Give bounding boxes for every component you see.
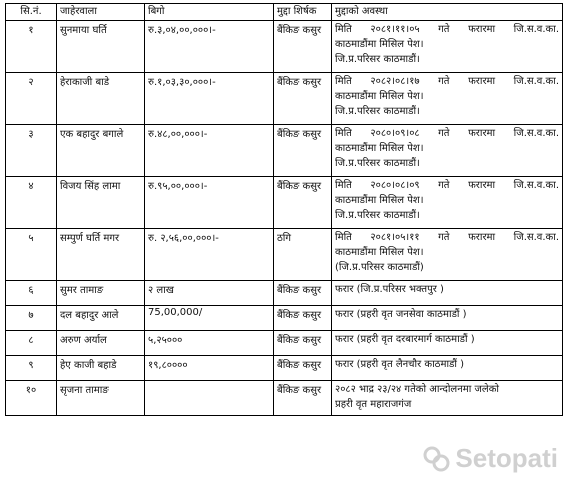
cell-complainant: एक बहादुर बगाले <box>57 125 145 177</box>
status-line: मिति २०८१।०५।११ गते फरारमा जि.स.व.का. <box>335 232 559 243</box>
cell-status <box>332 73 563 125</box>
table-row <box>6 356 563 381</box>
cell-complainant: सुमर तामाङ <box>57 281 145 306</box>
cell-sn: ९ <box>6 356 57 381</box>
cell-case-title: बैंकिङ कसुर <box>274 306 332 331</box>
cell-complainant: दल बहादुर आले <box>57 306 145 331</box>
status-line: फरार (प्रहरी वृत लैनचौर काठमाडौं ) <box>335 359 465 370</box>
cell-amount: रु.१,०३,३०,०००।- <box>145 73 274 125</box>
cell-amount: 75,00,000/ <box>145 306 274 331</box>
status-line: जि.प्र.परिसर काठमाडौं। <box>335 106 420 117</box>
cell-sn: १० <box>6 381 57 416</box>
watermark-text: Setopati <box>455 443 558 473</box>
status-line: काठमाडौंमा मिसिल पेश। <box>335 39 424 50</box>
cell-case-title: बैंकिङ कसुर <box>274 73 332 125</box>
setopati-watermark <box>421 443 558 474</box>
status-line: काठमाडौंमा मिसिल पेश। <box>335 91 424 102</box>
status-line: फरार (प्रहरी वृत दरबारमार्ग काठमाडौं ) <box>335 334 475 345</box>
header-status: मुद्दाको अवस्था <box>332 4 563 21</box>
status-line: जि.प्र.परिसर काठमाडौं। <box>335 54 420 65</box>
status-line: (जि.प्र.परिसर काठमाडौं) <box>335 262 424 273</box>
cell-amount: रु.९५,००,०००।- <box>145 177 274 229</box>
cell-status <box>332 177 563 229</box>
cell-status <box>332 125 563 177</box>
status-line: मिति २०८०।०८।०९ गते फरारमा जि.स.व.का. <box>335 180 559 191</box>
cell-sn: ८ <box>6 331 57 356</box>
header-case-title: मुद्दा शिर्षक <box>274 4 332 21</box>
cell-amount: १९,८०००० <box>145 356 274 381</box>
status-line: जि.प्र.परिसर काठमाडौं। <box>335 210 420 221</box>
case-table <box>5 3 563 416</box>
cell-sn: १ <box>6 21 57 73</box>
cell-case-title: बैंकिङ कसुर <box>274 331 332 356</box>
header-amount: बिगो <box>145 4 274 21</box>
cell-status <box>332 381 563 416</box>
cell-sn: २ <box>6 73 57 125</box>
cell-case-title: ठगि <box>274 229 332 281</box>
header-sn: सि.नं. <box>6 4 57 21</box>
cell-status <box>332 21 563 73</box>
cell-complainant: सृजना तामाङ <box>57 381 145 416</box>
status-line: मिति २०८०।०९।०८ गते फरारमा जि.स.व.का. <box>335 128 559 139</box>
status-line: जि.प्र.परिसर काठमाडौं। <box>335 158 420 169</box>
cell-complainant: हेए काजी बहाडे <box>57 356 145 381</box>
cell-case-title: बैंकिङ कसुर <box>274 125 332 177</box>
table-row <box>6 331 563 356</box>
status-line: फरार (जि.प्र.परिसर भक्तपुर ) <box>335 284 444 295</box>
cell-amount: ५,२५००० <box>145 331 274 356</box>
cell-amount <box>145 381 274 416</box>
table-row <box>6 21 563 73</box>
cell-amount: रु.३,०४,००,०००।- <box>145 21 274 73</box>
table-row <box>6 381 563 416</box>
cell-case-title: बैंकिङ कसुर <box>274 281 332 306</box>
status-line: मिति २०८१।११।०५ गते फरारमा जि.स.व.का. <box>335 24 559 35</box>
table-row <box>6 281 563 306</box>
cell-sn: ७ <box>6 306 57 331</box>
cell-status <box>332 229 563 281</box>
status-line: प्रहरी वृत महाराजगंज <box>335 399 412 410</box>
table-row <box>6 229 563 281</box>
header-complainant: जाहेरवाला <box>57 4 145 21</box>
cell-complainant: अरुण अर्याल <box>57 331 145 356</box>
status-line: फरार (प्रहरी वृत जनसेवा काठमाडौं ) <box>335 309 467 320</box>
cell-status <box>332 306 563 331</box>
cell-amount: २ लाख <box>145 281 274 306</box>
table-header-row <box>6 4 563 21</box>
cell-complainant: विजय सिंह लामा <box>57 177 145 229</box>
cell-sn: ४ <box>6 177 57 229</box>
cell-case-title: बैंकिङ कसुर <box>274 21 332 73</box>
cell-complainant: सम्पुर्ण घर्ति मगर <box>57 229 145 281</box>
cell-amount: रु.४८,००,०००।- <box>145 125 274 177</box>
cell-case-title: बैंकिङ कसुर <box>274 381 332 416</box>
cell-sn: ५ <box>6 229 57 281</box>
table-row <box>6 177 563 229</box>
status-line: काठमाडौंमा मिसिल पेश। <box>335 195 424 206</box>
status-line: काठमाडौंमा मिसिल पेश। <box>335 247 424 258</box>
cell-amount: रु. २,५६,००,०००।- <box>145 229 274 281</box>
status-line: काठमाडौंमा मिसिल पेश। <box>335 143 424 154</box>
cell-complainant: हेराकाजी बाडे <box>57 73 145 125</box>
cell-status <box>332 331 563 356</box>
table-row <box>6 125 563 177</box>
status-line: मिति २०८२।०८।१७ गते फरारमा जि.स.व.का. <box>335 76 559 87</box>
cell-sn: ३ <box>6 125 57 177</box>
table-body <box>6 21 563 416</box>
setopati-logo-icon <box>421 444 451 474</box>
cell-sn: ६ <box>6 281 57 306</box>
cell-status <box>332 356 563 381</box>
cell-case-title: बैंकिङ कसुर <box>274 177 332 229</box>
cell-complainant: सुनमाया घर्ति <box>57 21 145 73</box>
table-row <box>6 306 563 331</box>
status-line: २०८२ भाद्र २३/२४ गतेको आन्दोलनमा जलेको <box>335 384 499 395</box>
cell-case-title: बैंकिङ कसुर <box>274 356 332 381</box>
cell-status <box>332 281 563 306</box>
table-row <box>6 73 563 125</box>
